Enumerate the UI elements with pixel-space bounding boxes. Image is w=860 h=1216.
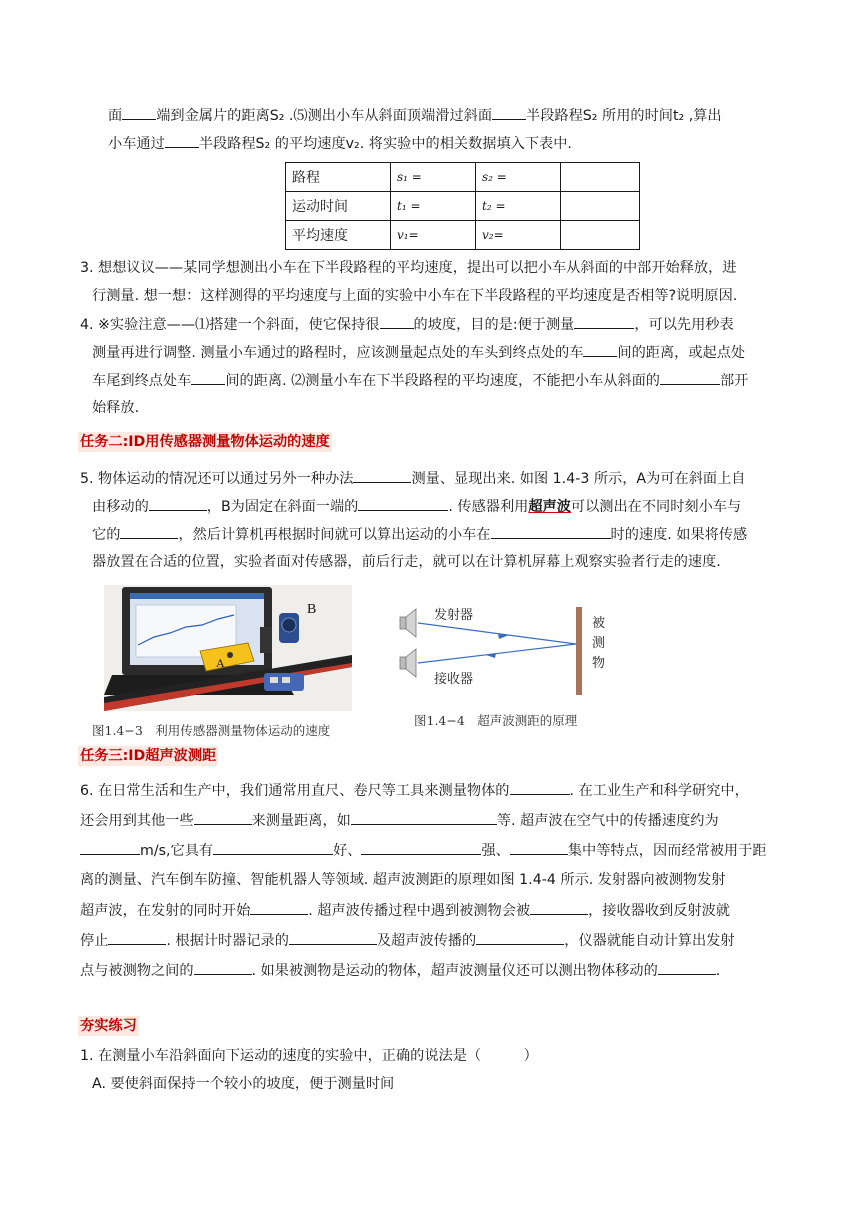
fill-blank[interactable] [530,900,588,915]
table-cell[interactable] [561,163,640,192]
text-seg: 停止 [80,933,109,949]
q6-line-3 [80,840,767,861]
fill-blank[interactable] [351,810,497,825]
text-seg: ，然后计算机再根据时间就可以算出运动的小车在 [178,527,491,543]
object-label-char: 物 [592,656,606,671]
figure-1-4-3 [104,585,352,711]
text-seg: 可以测出在不同时刻小车与 [570,499,742,515]
emitter-speaker-icon [400,609,416,637]
sensor-photo [104,585,352,711]
text-seg: 测量、显现出来. 如图 1.4-3 所示，A为可在斜面上自 [411,471,746,487]
object-label-char: 测 [592,636,606,651]
text-seg: 集中等特点，因而经常被用于距 [567,843,767,859]
fill-blank[interactable] [250,900,308,915]
receiver-label: 接收器 [434,672,474,687]
fill-blank[interactable] [213,840,333,855]
text-seg: 等. 超声波在空气中的传播速度约为 [496,813,719,829]
q6-line-1 [80,780,749,801]
task3-heading: 任务三:ID超声波测距 [80,748,217,764]
text-seg: 来测量距离，如 [251,813,351,829]
table-row [286,163,640,192]
text-seg: . [715,963,721,979]
q6-line-2 [80,810,719,831]
fill-blank[interactable] [574,314,634,329]
q4-line-4: 始释放. [92,400,140,416]
q5-line-2 [92,496,741,517]
text-seg: . 超声波传播过程中遇到被测物会被 [308,903,531,919]
ultrasonic-diagram [390,595,630,705]
fill-blank[interactable] [476,930,564,945]
task2-heading: 任务二:ID用传感器测量物体运动的速度 [80,434,330,450]
text-seg: 还会用到其他一些 [80,813,194,829]
table-cell: 路程 [286,163,391,192]
table-cell[interactable]: s₁ = [391,163,476,192]
object-label-char: 被 [592,616,606,631]
text-seg: 5. 物体运动的情况还可以通过另外一种办法 [80,471,354,487]
text-seg: . 在工业生产和科学研究中， [569,783,749,799]
table-cell[interactable] [561,221,640,250]
fill-blank[interactable] [510,840,568,855]
q6-line-6 [80,930,735,951]
fill-blank[interactable] [660,370,720,385]
text-seg: 它的 [92,527,121,543]
figure-1-4-4 [390,595,630,705]
q3-line-1: 3. 想想议议——某同学想测出小车在下半段路程的平均速度，提出可以把小车从斜面的中部开始释放，进 [80,260,737,276]
fill-blank[interactable] [120,524,178,539]
text-seg: . 如果被测物是运动的物体，超声波测量仪还可以测出物体移动的 [251,963,658,979]
fill-blank[interactable] [289,930,377,945]
table-cell[interactable] [561,192,640,221]
fill-blank[interactable] [510,780,570,795]
q4-line-1 [80,314,734,335]
fill-blank[interactable] [194,810,252,825]
table-cell[interactable]: t₂ = [476,192,561,221]
text-seg: 超声波，在发射的同时开始 [80,903,251,919]
fill-blank[interactable] [361,840,481,855]
text-seg: ，接收器收到反射波就 [588,903,730,919]
text-seg: . 根据计时器记录的 [166,933,289,949]
q6-line-7 [80,960,720,981]
fill-blank[interactable] [165,133,199,148]
q4-line-3 [92,370,748,391]
text-seg: . 传感器利用 [448,499,529,515]
practice-question-1: 1. 在测量小车沿斜面向下运动的速度的实验中，正确的说法是（ ） [80,1048,538,1064]
text-seg: 车尾到终点处车 [92,373,192,389]
text-seg: 由移动的 [92,499,149,515]
fill-blank[interactable] [194,960,252,975]
q5-line-3 [92,524,747,545]
text-seg: 的坡度，目的是:便于测量 [413,317,575,333]
fill-blank[interactable] [80,840,140,855]
fill-blank[interactable] [380,314,414,329]
emphasis-text: 超声波 [528,499,571,515]
data-table [285,162,640,250]
q3-line-2: 行测量. 想一想：这样测得的平均速度与上面的实验中小车在下半段路程的平均速度是否相等?说明原因. [92,288,738,304]
emitted-ray [418,623,576,644]
text-seg: 间的距离. ⑵测量小车在下半段路程的平均速度，不能把小车从斜面的 [225,373,660,389]
fill-blank[interactable] [358,496,448,511]
text-seg: 测量再进行调整. 测量小车通过的路程时，应该测量起点处的车头到终点处的车 [92,345,584,361]
q6-line-4: 离的测量、汽车倒车防撞、智能机器人等领域. 超声波测距的原理如图 1.4-4 所示. 发射器向被测物发射 [80,872,726,888]
text-seg: m/s,它具有 [140,843,214,859]
q5-line-4: 器放置在合适的位置，实验者面对传感器，前后行走，就可以在计算机屏幕上观察实验者行走的速度. [92,554,721,570]
table-cell[interactable]: v₂= [476,221,561,250]
text-seg: 面 [108,108,123,124]
table-row [286,192,640,221]
table-cell[interactable]: t₁ = [391,192,476,221]
fill-blank[interactable] [108,930,166,945]
fill-blank[interactable] [492,105,526,120]
reflected-ray [418,644,576,663]
text-seg: 及超声波传播的 [376,933,477,949]
table-cell: 运动时间 [286,192,391,221]
emitter-label: 发射器 [434,608,474,623]
text-seg: 4. ※实验注意——⑴搭建一个斜面，使它保持很 [80,317,380,333]
text-seg: 点与被测物之间的 [80,963,194,979]
fill-blank[interactable] [353,468,411,483]
text-seg: 端到金属片的距离S₂ .⑸测出小车从斜面顶端滑过斜面 [156,108,493,124]
fill-blank[interactable] [491,524,611,539]
receiver-speaker-icon [400,649,416,677]
fill-blank[interactable] [149,496,207,511]
q5-line-1 [80,468,745,489]
q4-line-2 [92,342,745,363]
text-seg: 半段路程S₂ 所用的时间t₂ ,算出 [526,108,722,124]
intro-line-1 [108,105,722,126]
fill-blank[interactable] [191,370,225,385]
text-seg: 6. 在日常生活和生产中，我们通常用直尺、卷尺等工具来测量物体的 [80,783,510,799]
practice-option-a[interactable]: A. 要使斜面保持一个较小的坡度，便于测量时间 [92,1076,395,1092]
text-seg: 半段路程S₂ 的平均速度v₂. 将实验中的相关数据填入下表中. [198,136,572,152]
figure-1-4-3-caption: 图1.4−3 利用传感器测量物体运动的速度 [92,723,331,738]
table-row [286,221,640,250]
table-cell[interactable]: s₂ = [476,163,561,192]
text-seg: 好、 [333,843,362,859]
label-b: B [307,602,317,617]
fill-blank[interactable] [658,960,716,975]
practice-heading: 夯实练习 [80,1018,137,1034]
measured-object [576,607,582,695]
fill-blank[interactable] [122,105,156,120]
fill-blank[interactable] [583,342,617,357]
text-seg: 小车通过 [108,136,165,152]
table-cell: 平均速度 [286,221,391,250]
intro-line-2 [108,133,572,154]
text-seg: ，仪器就能自动计算出发射 [564,933,735,949]
label-a: A [216,656,225,670]
text-seg: ，B为固定在斜面一端的 [206,499,359,515]
q6-line-5 [80,900,730,921]
text-seg: 间的距离，或起点处 [617,345,746,361]
text-seg: 强、 [481,843,510,859]
text-seg: 部开 [719,373,749,389]
figure-1-4-4-caption: 图1.4−4 超声波测距的原理 [414,713,578,728]
text-seg: 时的速度. 如果将传感 [610,527,748,543]
text-seg: ，可以先用秒表 [634,317,734,333]
table-cell[interactable]: v₁= [391,221,476,250]
